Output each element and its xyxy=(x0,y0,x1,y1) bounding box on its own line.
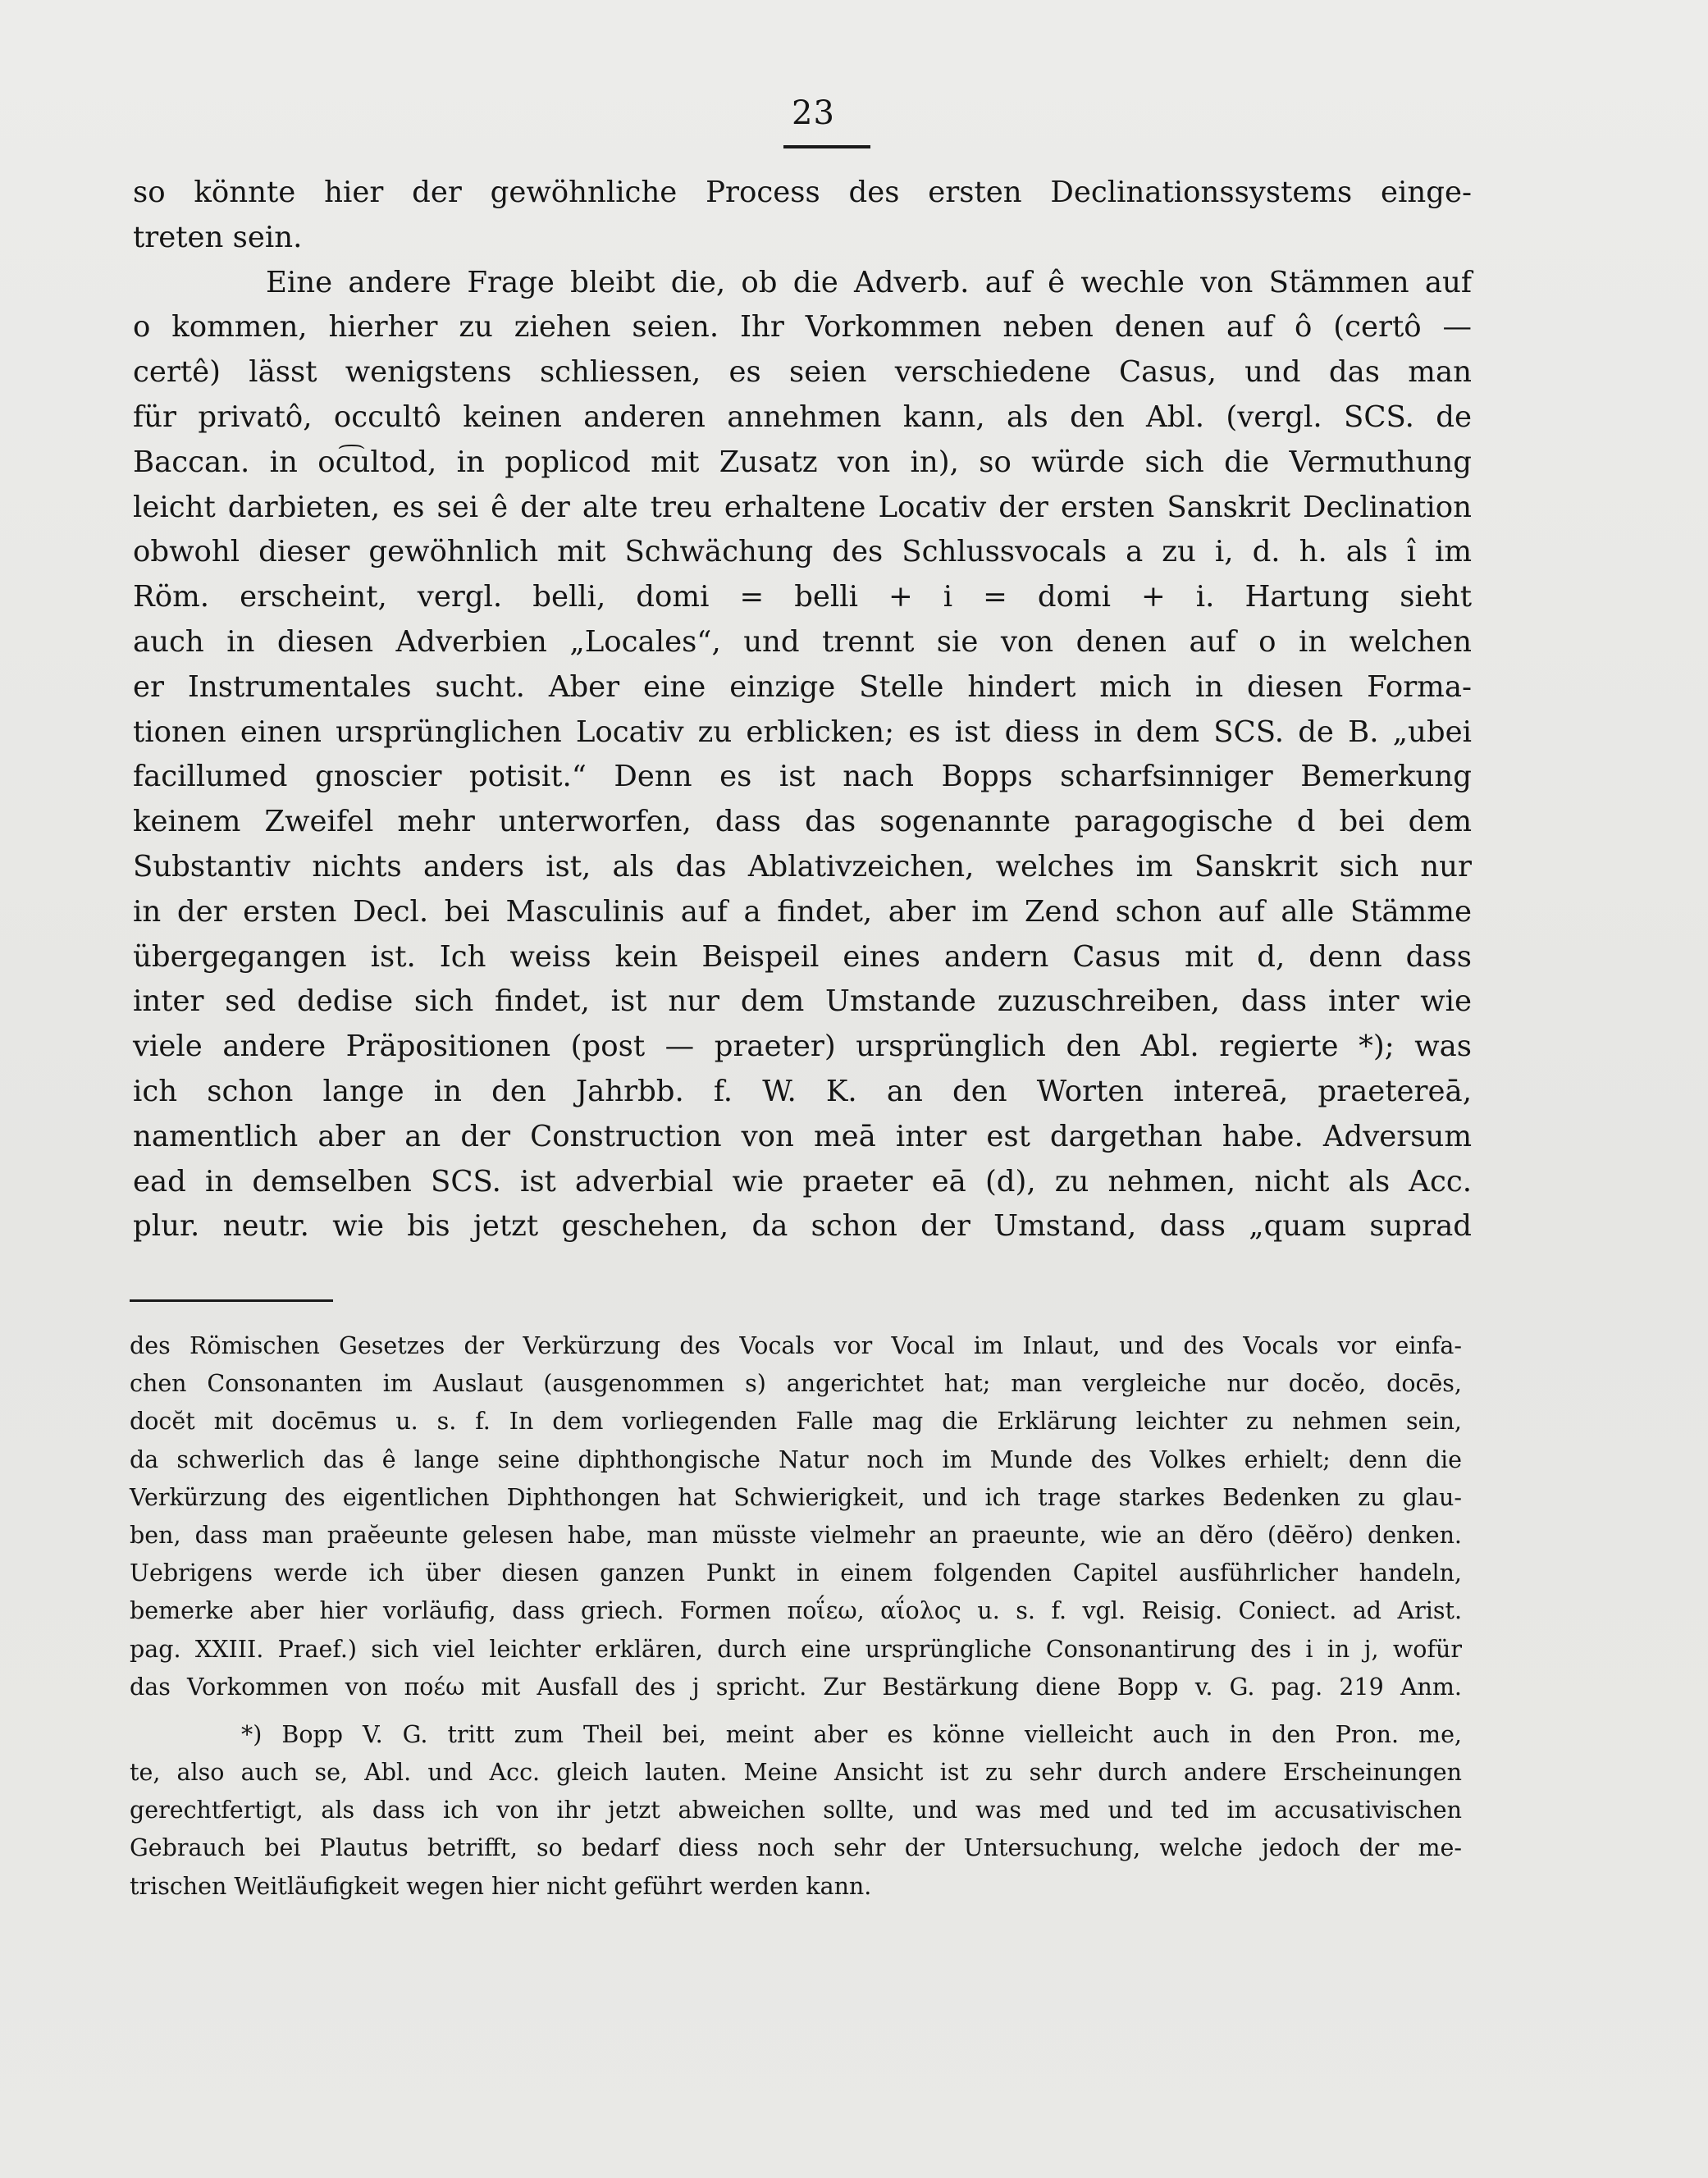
text-line: so könnte hier der gewöhnliche Process des ersten Declinationssystems einge- xyxy=(133,176,1472,209)
page-number: 23 xyxy=(792,94,835,132)
text-line: plur. neutr. wie bis jetzt geschehen, da schon der Umstand, dass „quam suprad xyxy=(133,1209,1472,1244)
text-line: namentlich aber an der Construction von meā inter est dargethan habe. Adversum xyxy=(133,1119,1472,1153)
footnote-continuation xyxy=(130,1327,1462,1706)
footnote-line: bemerke aber hier vorläufig, dass griech. Formen ποΐεω, αΐολος u. s. f. vgl. Reisig. Coniect. ad Arist. xyxy=(130,1597,1462,1625)
text-line: o kommen, hierher zu ziehen seien. Ihr Vorkommen neben denen auf ô (certô — xyxy=(133,310,1472,345)
text-line: obwohl dieser gewöhnlich mit Schwächung des Schlussvocals a zu i, d. h. als î im xyxy=(133,535,1472,569)
footnote-line: pag. XXIII. Praef.) sich viel leichter erklären, durch eine ursprüngliche Consonantirung des i in j, wofür xyxy=(130,1635,1462,1663)
footnote-line: *) Bopp V. G. tritt zum Theil bei, meint aber es könne vielleicht auch in den Pron. me, xyxy=(241,1720,1462,1748)
text-line: für privatô, occultô keinen anderen annehmen kann, als den Abl. (vergl. SCS. de xyxy=(133,400,1472,434)
text-line: übergegangen ist. Ich weiss kein Beispeil eines andern Casus mit d, denn dass xyxy=(133,939,1472,974)
text-line: auch in diesen Adverbien „Locales“, und trennt sie von denen auf o in welchen xyxy=(133,624,1472,659)
text-line: Substantiv nichts anders ist, als das Ablativzeichen, welches im Sanskrit sich nur xyxy=(133,849,1472,884)
text-line: er Instrumentales sucht. Aber eine einzige Stelle hindert mich in diesen Forma- xyxy=(133,669,1472,704)
footnote-line: te, also auch se, Abl. und Acc. gleich lauten. Meine Ansicht ist zu sehr durch andere Erscheinungen xyxy=(130,1759,1462,1787)
footnote-line: das Vorkommen von ποέω mit Ausfall des j spricht. Zur Bestärkung diene Bopp v. G. pag. 219 Anm. xyxy=(130,1673,1462,1701)
footnote-line: docĕt mit docēmus u. s. f. In dem vorliegenden Falle mag die Erklärung leichter zu nehmen sein, xyxy=(130,1408,1462,1436)
footnote-line: Gebrauch bei Plautus betrifft, so bedarf diess noch sehr der Untersuchung, welche jedoch der me- xyxy=(130,1834,1462,1862)
text-line: treten sein. xyxy=(133,220,303,254)
footnote-line: chen Consonanten im Auslaut (ausgenommen s) angerichtet hat; man vergleiche nur docĕo, docēs, xyxy=(130,1370,1462,1398)
text-line: facillumed gnoscier potisit.“ Denn es ist nach Bopps scharfsinniger Bemerkung xyxy=(133,760,1472,794)
text-line: ead in demselben SCS. ist adverbial wie praeter eā (d), zu nehmen, nicht als Acc. xyxy=(133,1164,1472,1199)
footnote-line: Verkürzung des eigentlichen Diphthongen hat Schwierigkeit, und ich trage starkes Bedenken zu glau- xyxy=(130,1483,1462,1511)
footnote-line: trischen Weitläufigkeit wegen hier nicht geführt werden kann. xyxy=(130,1872,872,1900)
footnote-line: da schwerlich das ê lange seine diphthongische Natur noch im Munde des Volkes erhielt; denn die xyxy=(130,1445,1462,1473)
text-line: ich schon lange in den Jahrbb. f. W. K. an den Worten intereā, praetereā, xyxy=(133,1074,1472,1108)
text-line: keinem Zweifel mehr unterworfen, dass das sogenannte paragogische d bei dem xyxy=(133,805,1472,839)
footnote-separator xyxy=(130,1299,333,1302)
footnote-line: gerechtfertigt, als dass ich von ihr jetzt abweichen sollte, und was med und ted im accusativischen xyxy=(130,1797,1462,1824)
footnote-gap xyxy=(130,1706,1462,1716)
text-line: Röm. erscheint, vergl. belli, domi = belli + i = domi + i. Hartung sieht xyxy=(133,580,1472,614)
text-line: in der ersten Decl. bei Masculinis auf a findet, aber im Zend schon auf alle Stämme xyxy=(133,894,1472,929)
footnote-asterisk xyxy=(130,1716,1462,1906)
header-rule xyxy=(783,145,870,148)
text-line: Baccan. in oc͡ultod, in poplicod mit Zusatz von in), so würde sich die Vermuthung xyxy=(133,445,1472,479)
text-line: leicht darbieten, es sei ê der alte treu erhaltene Locativ der ersten Sanskrit Declination xyxy=(133,490,1472,524)
main-text xyxy=(133,171,1472,1249)
text-line: certê) lässt wenigstens schliessen, es seien verschiedene Casus, und das man xyxy=(133,355,1472,390)
text-line: viele andere Präpositionen (post — praeter) ursprünglich den Abl. regierte *); was xyxy=(133,1030,1472,1064)
footnotes xyxy=(130,1327,1462,1906)
footnote-line: ben, dass man praĕeunte gelesen habe, man müsste vielmehr an praeunte, wie an dĕro (dēĕro) denken. xyxy=(130,1521,1462,1549)
text-line: Eine andere Frage bleibt die, ob die Adverb. auf ê wechle von Stämmen auf xyxy=(266,265,1472,299)
footnote-line: Uebrigens werde ich über diesen ganzen Punkt in einem folgenden Capitel ausführlicher handeln, xyxy=(130,1559,1462,1587)
text-line: inter sed dedise sich findet, ist nur dem Umstande zuzuschreiben, dass inter wie xyxy=(133,984,1472,1019)
text-line: tionen einen ursprünglichen Locativ zu erblicken; es ist diess in dem SCS. de B. „ubei xyxy=(133,715,1472,749)
footnote-line: des Römischen Gesetzes der Verkürzung des Vocals vor Vocal im Inlaut, und des Vocals vor einfa- xyxy=(130,1332,1462,1359)
